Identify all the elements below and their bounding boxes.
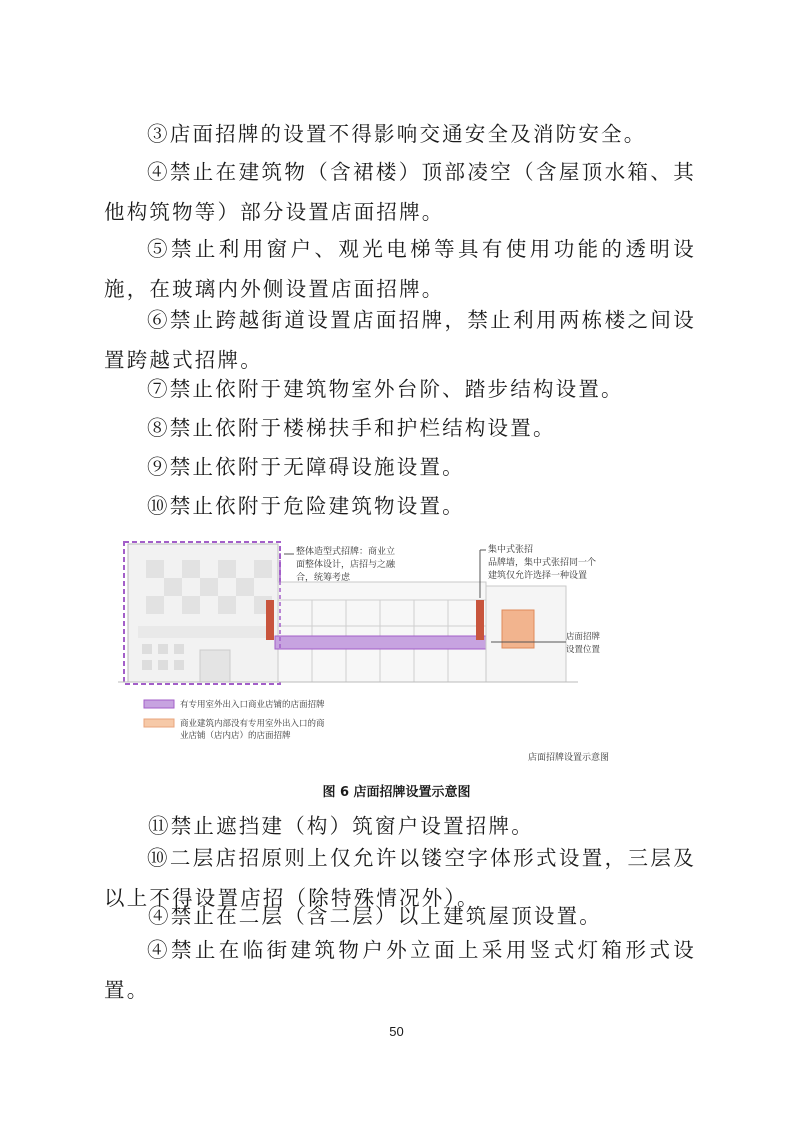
annotation-integrated: 整体造型式招牌：商业立 面整体设计，店招与之融 合，统筹考虑 [296, 547, 396, 583]
legend-label: 有专用室外出入口商业店铺的店面招牌 [180, 700, 325, 710]
figure-footnote: 店面招牌设置示意图 [528, 753, 610, 763]
legend [144, 699, 327, 741]
paragraph: ④禁止在建筑物（含裙楼）顶部凌空（含屋顶水箱、其他构筑物等）部分设置店面招牌。 [104, 160, 696, 224]
paragraph: ⑩禁止依附于危险建筑物设置。 [147, 494, 465, 518]
signage-diagram-svg [118, 538, 658, 778]
paragraph: ⑦禁止依附于建筑物室外台阶、踏步结构设置。 [147, 377, 624, 401]
paragraph: ③店面招牌的设置不得影响交通安全及消防安全。 [147, 122, 647, 146]
paragraph: ④禁止在二层（含二层）以上建筑屋顶设置。 [148, 904, 602, 928]
signage-diagram [118, 538, 658, 778]
paragraph: ⑤禁止利用窗户、观光电梯等具有使用功能的透明设施，在玻璃内外侧设置店面招牌。 [104, 237, 696, 301]
annotation-centralized: 集中式张招 品牌墙，集中式张招同一个 建筑仅允许选择一种设置 [488, 545, 597, 581]
legend-label: 商业建筑内部没有专用室外出入口的商 业店铺（店内店）的店面招牌 [180, 719, 325, 741]
vertical-sign-left [266, 600, 274, 640]
paragraph: ⑩二层店招原则上仅允许以镂空字体形式设置，三层及以上不得设置店招（除特殊情况外）。 [104, 846, 696, 910]
paragraph: ⑪禁止遮挡建（构）筑窗户设置招牌。 [148, 814, 534, 838]
legend-swatch-orange [144, 719, 174, 727]
storefront-sign-band [275, 636, 491, 649]
paragraph: ⑧禁止依附于楼梯扶手和护栏结构设置。 [147, 416, 556, 440]
annotation-sign-position: 店面招牌 设置位置 [566, 632, 601, 655]
paragraph: ⑥禁止跨越街道设置店面招牌，禁止利用两栋楼之间设置跨越式招牌。 [104, 308, 696, 372]
legend-swatch-purple [144, 700, 174, 708]
middle-building [278, 582, 486, 682]
figure-caption: 图 6 店面招牌设置示意图 [322, 785, 471, 800]
page-number: 50 [389, 1024, 404, 1039]
paragraph: ⑨禁止依附于无障碍设施设置。 [147, 455, 465, 479]
paragraph: ④禁止在临街建筑物户外立面上采用竖式灯箱形式设置。 [104, 938, 696, 1002]
vertical-sign-right [476, 600, 484, 640]
